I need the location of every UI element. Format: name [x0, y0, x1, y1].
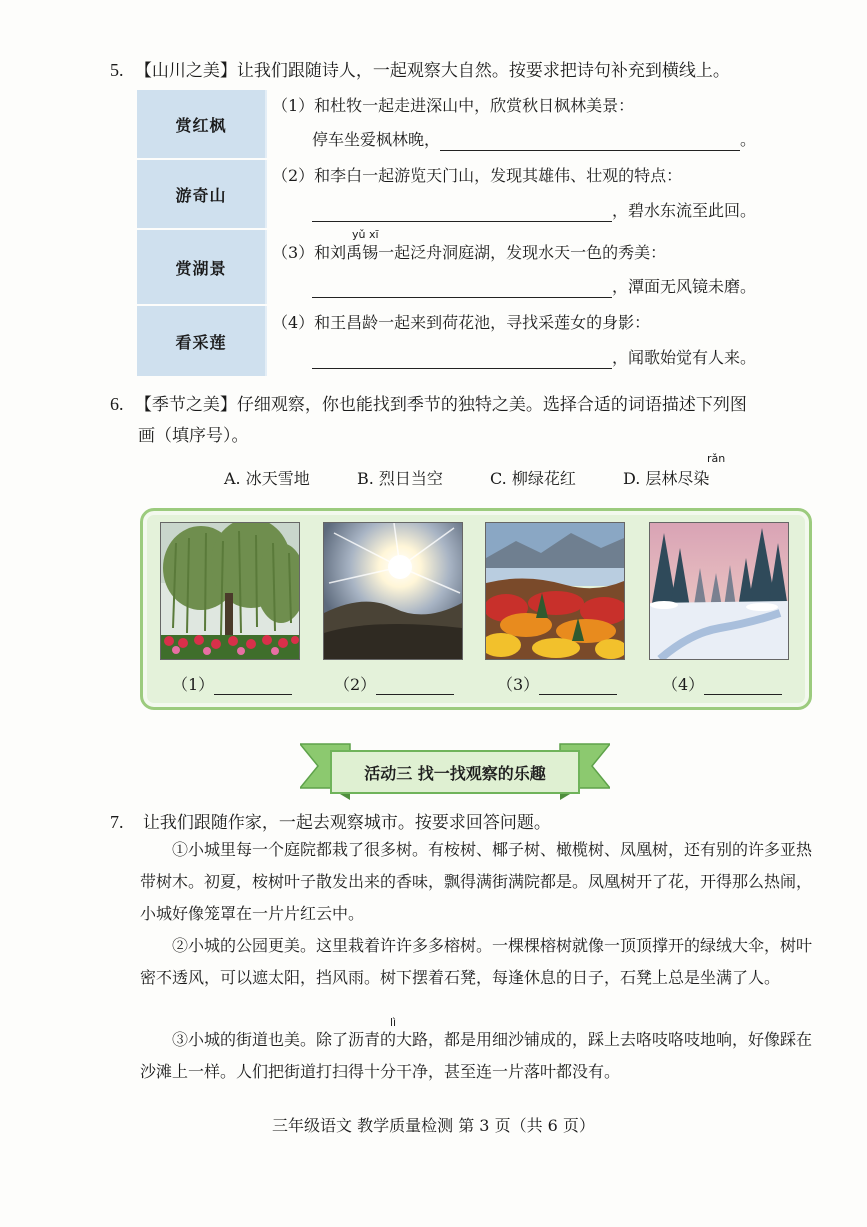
q7-paragraph-1: ①小城里每一个庭院都栽了很多树。有桉树、椰子树、橄榄树、凤凰树，还有别的许多亚热带树木。初夏，桉树叶子散发出来的香味，飘得满街满院都是。凤凰树开了花，开得那么热闹，小城好像笼罩在一片片红云中。 [140, 840, 813, 923]
picture-1-answer [172, 672, 292, 695]
picture-4-answer [662, 672, 782, 695]
picture-4-blank[interactable] [704, 694, 782, 695]
q5-heading [110, 58, 730, 83]
q7-prompt: 让我们跟随作家，一起去观察城市。按要求回答问题。 [142, 813, 551, 833]
sun-summer-icon [323, 522, 463, 660]
q7-paragraph-2: ②小城的公园更美。这里栽着许许多多榕树。一棵棵榕树就像一顶顶撑开的绿绒大伞，树叶密不透风，可以遮太阳，挡风雨。树下摆着石凳，每逢休息的日子，石凳上总是坐满了人。 [140, 936, 813, 987]
picture-1-blank[interactable] [214, 694, 292, 695]
q5-prompt: 【山川之美】让我们跟随诗人，一起观察大自然。按要求把诗句补充到横线上。 [134, 61, 730, 81]
q5-row4-blank[interactable] [312, 368, 612, 369]
q6-option-c: C. 柳绿花红 [490, 469, 576, 488]
picture-3-blank[interactable] [539, 694, 617, 695]
activity-banner: 活动三 找一找观察的乐趣 [330, 750, 580, 794]
picture-2-blank[interactable] [376, 694, 454, 695]
q7-li-pinyin: lì [390, 1016, 397, 1029]
picture-2-answer [334, 672, 454, 695]
q6-option-d-pinyin: rǎn [707, 452, 726, 465]
q7-number: 7. [110, 812, 124, 832]
q5-label-3: 赏湖景 [137, 230, 267, 304]
q5-row1-line2 [312, 129, 756, 151]
picture-2-label: （2） [334, 675, 377, 694]
q5-row1-line1: （1）和杜牧一起走进深山中，欣赏秋日枫林美景： [272, 96, 635, 115]
q5-row2-blank[interactable] [312, 221, 612, 222]
q6-option-a: A. 冰天雪地 [224, 469, 310, 488]
q6-prompt-line2: 画（填序号）。 [138, 426, 249, 446]
q5-row2-given: ，碧水东流至此回。 [612, 201, 757, 220]
q5-row3-pinyin: yǔ xī [352, 228, 379, 241]
q5-row3-line1: （3）和刘禹锡一起泛舟洞庭湖，发现水天一色的秀美： [272, 243, 667, 262]
q5-row3-blank[interactable] [312, 297, 612, 298]
q5-label-2: 游奇山 [137, 160, 267, 228]
q5-row1-end: 。 [740, 130, 757, 149]
q5-row4-line1: （4）和王昌龄一起来到荷花池，寻找采莲女的身影： [272, 313, 651, 332]
q6-number: 6. [110, 394, 124, 414]
q5-row4-given: ，闻歌始觉有人来。 [612, 348, 757, 367]
page-footer: 三年级语文 教学质量检测 第 3 页（共 6 页） [272, 1116, 595, 1135]
q5-row2-line2 [312, 200, 756, 222]
q5-row1-given: 停车坐爱枫林晚， [312, 130, 441, 149]
picture-3-label: （3） [497, 675, 540, 694]
q5-number: 5. [110, 60, 124, 80]
q5-row3-line2 [312, 276, 756, 298]
q5-label-4: 看采莲 [137, 306, 267, 376]
q6-option-d: D. 层林尽染 [623, 469, 710, 488]
q5-row1-blank[interactable] [440, 150, 740, 151]
snow-winter-icon [649, 522, 789, 660]
q7-paragraph-3: ③小城的街道也美。除了沥青的大路，都是用细沙铺成的，踩上去咯吱咯吱地响，好像踩在沙滩上一样。人们把街道打扫得十分干净，甚至连一片落叶都没有。 [140, 1030, 813, 1081]
autumn-forest-icon [485, 522, 625, 660]
q5-row4-line2 [312, 347, 756, 369]
q6-option-b: B. 烈日当空 [357, 469, 443, 488]
picture-1-label: （1） [172, 675, 215, 694]
q5-label-1: 赏红枫 [137, 90, 267, 158]
q6-heading [110, 392, 747, 417]
picture-4-label: （4） [662, 675, 705, 694]
picture-3-answer [497, 672, 617, 695]
q5-row2-line1: （2）和李白一起游览天门山，发现其雄伟、壮观的特点： [272, 166, 683, 185]
q6-prompt-line1: 【季节之美】仔细观察，你也能找到季节的独特之美。选择合适的词语描述下列图 [134, 395, 747, 415]
willow-spring-icon [160, 522, 300, 660]
q7-heading [110, 810, 551, 835]
q5-row3-given: ，潭面无风镜未磨。 [612, 277, 757, 296]
